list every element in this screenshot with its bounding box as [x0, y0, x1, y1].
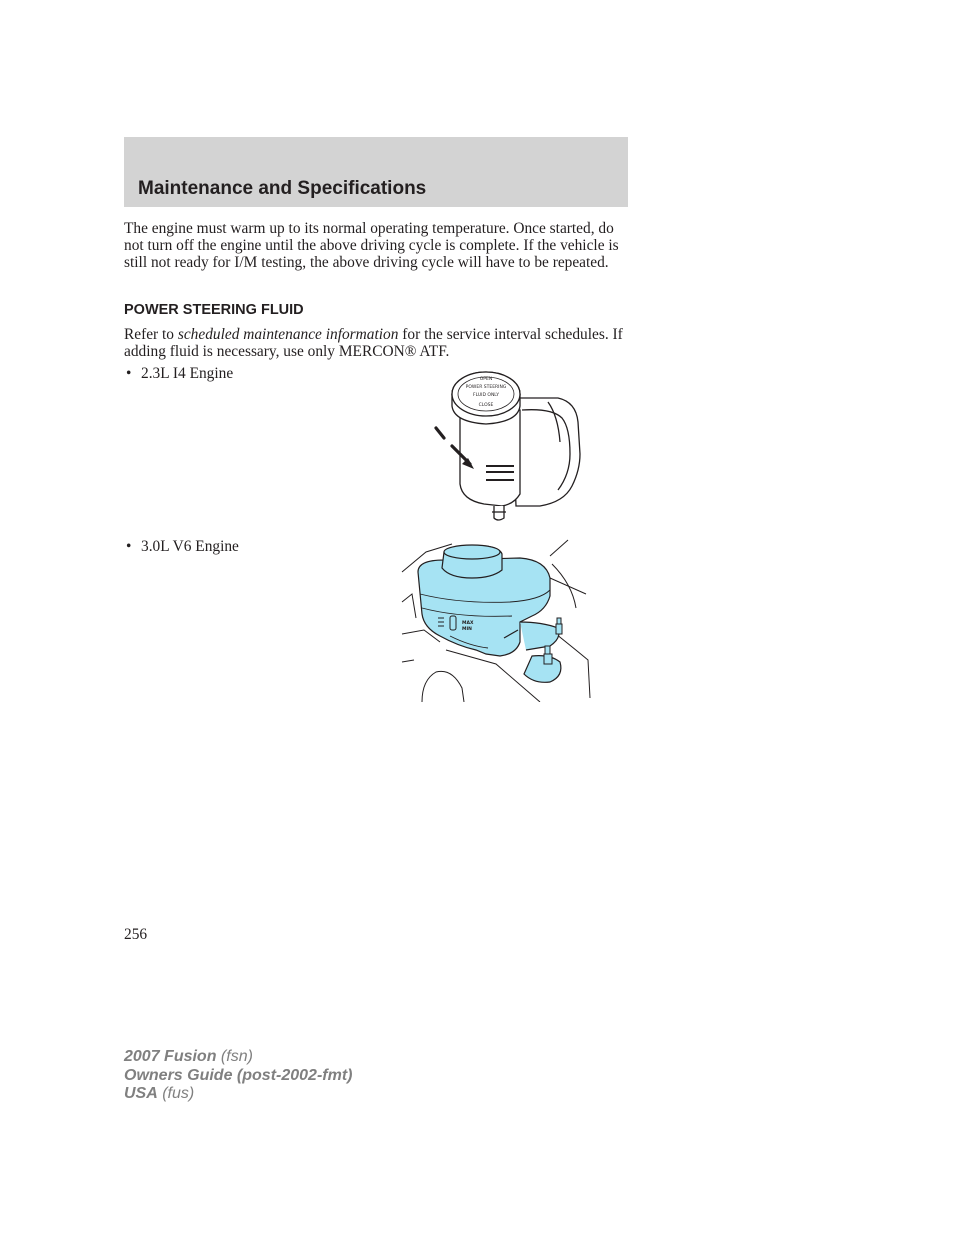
min-mark-label: MIN [462, 627, 472, 632]
section-title: Maintenance and Specifications [138, 178, 427, 199]
power-steering-paragraph [124, 327, 624, 361]
bullet-i4-engine [126, 365, 233, 383]
bullet-dot: • [126, 365, 132, 382]
bullet-dot: • [126, 538, 132, 555]
bullet-label: 2.3L I4 Engine [141, 365, 234, 382]
v6-reservoir-illustration [400, 538, 592, 702]
footer-model: 2007 Fusion [124, 1048, 217, 1065]
footer-line-model [124, 1048, 352, 1067]
intro-paragraph: The engine must warm up to its normal operating temperature. Once started, do not turn off the engine until the above driving cycle is complete. If the vehicle is still not ready for I/M testing, the above driving cycle will have to be repeated. [124, 220, 619, 271]
bullet-label: 3.0L V6 Engine [141, 538, 239, 555]
footer-model-code: (fsn) [216, 1048, 253, 1065]
cap-text-close: CLOSE [478, 403, 494, 408]
footer-line-market [124, 1085, 352, 1104]
cap-text-open: OPEN [479, 377, 493, 382]
page-number: 256 [124, 926, 148, 943]
max-mark-label: MAX [462, 621, 474, 626]
footer-market: USA [124, 1085, 158, 1102]
cap-text-power-steering: POWER STEERING [465, 385, 507, 390]
bullet-v6-engine [126, 538, 239, 556]
refer-prefix: Refer to [124, 326, 178, 343]
scheduled-maintenance-link-text: scheduled maintenance information [177, 326, 399, 343]
document-footer [124, 1048, 352, 1104]
footer-guide: Owners Guide (post-2002-fmt) [124, 1066, 353, 1084]
refer-suffix: for the service interval schedules. If adding fluid is necessary, use only MERCON® ATF. [124, 326, 623, 360]
i4-reservoir-illustration [430, 366, 586, 526]
cap-text-fluid-only: FLUID ONLY [473, 393, 499, 398]
power-steering-heading: POWER STEERING FLUID [124, 302, 304, 318]
footer-market-code: (fus) [157, 1085, 195, 1102]
